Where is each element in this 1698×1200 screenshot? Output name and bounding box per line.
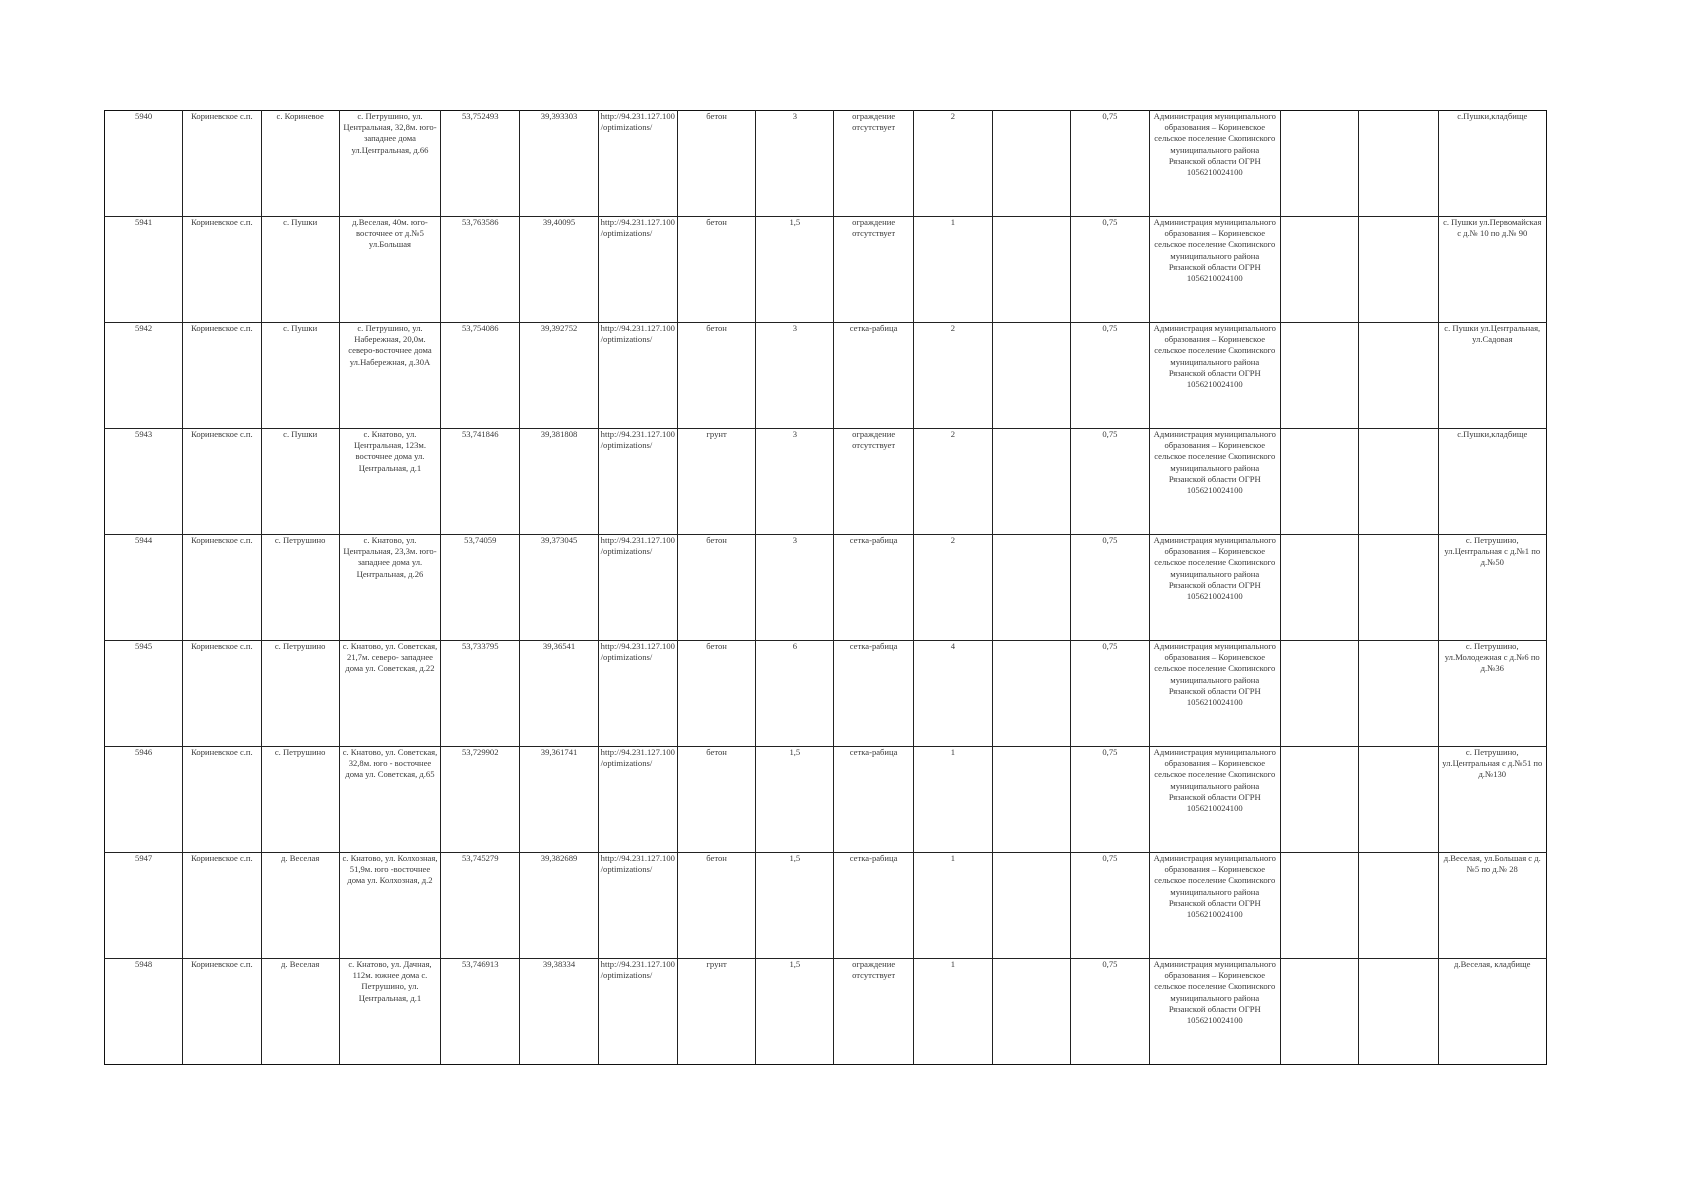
site-owner: Администрация муниципального образования – Кориневское сельское поселение Скопинского муниципального района Рязанской области ОГРН 1056210024100 bbox=[1149, 111, 1280, 217]
latitude: 53,733795 bbox=[441, 641, 520, 747]
longitude: 39,392752 bbox=[520, 323, 598, 429]
served-addresses: с. Пушки ул.Первомайская с д.№ 10 по д.№ 90 bbox=[1438, 217, 1546, 323]
scheme-link[interactable]: http://94.231.127.100/optimizations/ bbox=[598, 959, 677, 1065]
locality-name: д. Веселая bbox=[261, 853, 339, 959]
surface-type: грунт bbox=[677, 429, 755, 535]
site-owner: Администрация муниципального образования – Кориневское сельское поселение Скопинского муниципального района Рязанской области ОГРН 1056210024100 bbox=[1149, 853, 1280, 959]
scheme-link[interactable]: http://94.231.127.100/optimizations/ bbox=[598, 111, 677, 217]
site-number: 5942 bbox=[105, 323, 183, 429]
site-number: 5944 bbox=[105, 535, 183, 641]
site-area: 3 bbox=[756, 323, 834, 429]
scheme-link[interactable]: http://94.231.127.100/optimizations/ bbox=[598, 429, 677, 535]
site-address: с. Кнатово, ул. Колхозная, 51,9м. юго -восточнее дома ул. Колхозная, д.2 bbox=[339, 853, 440, 959]
surface-type: бетон bbox=[677, 853, 755, 959]
settlement-name: Кориневское с.п. bbox=[183, 323, 261, 429]
empty-cell bbox=[1280, 959, 1358, 1065]
surface-type: бетон bbox=[677, 217, 755, 323]
site-owner: Администрация муниципального образования – Кориневское сельское поселение Скопинского муниципального района Рязанской области ОГРН 1056210024100 bbox=[1149, 959, 1280, 1065]
longitude: 39,382689 bbox=[520, 853, 598, 959]
locality-name: д. Веселая bbox=[261, 959, 339, 1065]
empty-cell bbox=[993, 323, 1071, 429]
surface-type: бетон bbox=[677, 323, 755, 429]
served-addresses: д.Веселая, ул.Большая с д.№5 по д.№ 28 bbox=[1438, 853, 1546, 959]
served-addresses: с.Пушки,кладбище bbox=[1438, 111, 1546, 217]
fence-type: сетка-рабица bbox=[834, 535, 913, 641]
surface-type: бетон bbox=[677, 641, 755, 747]
site-number: 5945 bbox=[105, 641, 183, 747]
fence-type: сетка-рабица bbox=[834, 323, 913, 429]
empty-cell bbox=[1359, 959, 1438, 1065]
site-area: 1,5 bbox=[756, 853, 834, 959]
site-number: 5946 bbox=[105, 747, 183, 853]
scheme-link[interactable]: http://94.231.127.100/optimizations/ bbox=[598, 217, 677, 323]
site-address: с. Кнатово, ул. Центральная, 23,3м. юго- западнее дома ул. Центральная, д.26 bbox=[339, 535, 440, 641]
fence-type: ограждение отсутствует bbox=[834, 959, 913, 1065]
site-address: с. Петрушино, ул. Набережная, 20,0м. северо-восточнее дома ул.Набережная, д.30А bbox=[339, 323, 440, 429]
longitude: 39,381808 bbox=[520, 429, 598, 535]
site-owner: Администрация муниципального образования – Кориневское сельское поселение Скопинского муниципального района Рязанской области ОГРН 1056210024100 bbox=[1149, 217, 1280, 323]
longitude: 39,361741 bbox=[520, 747, 598, 853]
latitude: 53,74059 bbox=[441, 535, 520, 641]
container-volume: 0,75 bbox=[1071, 747, 1149, 853]
empty-cell bbox=[1280, 429, 1358, 535]
empty-cell bbox=[1359, 111, 1438, 217]
settlement-name: Кориневское с.п. bbox=[183, 853, 261, 959]
empty-cell bbox=[1359, 217, 1438, 323]
table-row bbox=[105, 429, 1547, 535]
container-volume: 0,75 bbox=[1071, 111, 1149, 217]
empty-cell bbox=[993, 853, 1071, 959]
fence-type: сетка-рабица bbox=[834, 641, 913, 747]
container-volume: 0,75 bbox=[1071, 323, 1149, 429]
empty-cell bbox=[993, 535, 1071, 641]
latitude: 53,754086 bbox=[441, 323, 520, 429]
container-count: 2 bbox=[913, 429, 992, 535]
site-address: д.Веселая, 40м. юго-восточнее от д.№5 ул.Большая bbox=[339, 217, 440, 323]
scheme-link[interactable]: http://94.231.127.100/optimizations/ bbox=[598, 535, 677, 641]
fence-type: ограждение отсутствует bbox=[834, 429, 913, 535]
site-number: 5948 bbox=[105, 959, 183, 1065]
empty-cell bbox=[1359, 429, 1438, 535]
empty-cell bbox=[1359, 853, 1438, 959]
latitude: 53,741846 bbox=[441, 429, 520, 535]
longitude: 39,393303 bbox=[520, 111, 598, 217]
container-volume: 0,75 bbox=[1071, 217, 1149, 323]
scheme-link[interactable]: http://94.231.127.100/optimizations/ bbox=[598, 641, 677, 747]
site-area: 6 bbox=[756, 641, 834, 747]
site-number: 5941 bbox=[105, 217, 183, 323]
locality-name: с. Петрушино bbox=[261, 641, 339, 747]
site-area: 3 bbox=[756, 429, 834, 535]
longitude: 39,373045 bbox=[520, 535, 598, 641]
fence-type: ограждение отсутствует bbox=[834, 111, 913, 217]
container-count: 1 bbox=[913, 853, 992, 959]
container-count: 1 bbox=[913, 747, 992, 853]
table-row bbox=[105, 323, 1547, 429]
site-owner: Администрация муниципального образования – Кориневское сельское поселение Скопинского муниципального района Рязанской области ОГРН 1056210024100 bbox=[1149, 747, 1280, 853]
site-number: 5943 bbox=[105, 429, 183, 535]
site-area: 1,5 bbox=[756, 747, 834, 853]
longitude: 39,36541 bbox=[520, 641, 598, 747]
empty-cell bbox=[993, 747, 1071, 853]
longitude: 39,38334 bbox=[520, 959, 598, 1065]
table-row bbox=[105, 641, 1547, 747]
empty-cell bbox=[1359, 323, 1438, 429]
locality-name: с. Петрушино bbox=[261, 747, 339, 853]
container-count: 2 bbox=[913, 323, 992, 429]
container-count: 1 bbox=[913, 959, 992, 1065]
site-address: с. Кнатово, ул. Дачная, 112м. южнее дома с. Петрушино, ул. Центральная, д.1 bbox=[339, 959, 440, 1065]
empty-cell bbox=[993, 959, 1071, 1065]
site-area: 3 bbox=[756, 535, 834, 641]
settlement-name: Кориневское с.п. bbox=[183, 217, 261, 323]
fence-type: сетка-рабица bbox=[834, 747, 913, 853]
container-count: 4 bbox=[913, 641, 992, 747]
served-addresses: с.Пушки,кладбище bbox=[1438, 429, 1546, 535]
empty-cell bbox=[1280, 853, 1358, 959]
locality-name: с. Петрушино bbox=[261, 535, 339, 641]
longitude: 39,40095 bbox=[520, 217, 598, 323]
site-address: с. Кнатово, ул. Центральная, 123м. восточнее дома ул. Центральная, д.1 bbox=[339, 429, 440, 535]
table-row bbox=[105, 959, 1547, 1065]
container-volume: 0,75 bbox=[1071, 641, 1149, 747]
served-addresses: с. Петрушино, ул.Молодежная с д.№6 по д.№36 bbox=[1438, 641, 1546, 747]
site-address: с. Петрушино, ул. Центральная, 32,8м. юго- западнее дома ул.Центральная, д.66 bbox=[339, 111, 440, 217]
surface-type: бетон bbox=[677, 535, 755, 641]
settlement-name: Кориневское с.п. bbox=[183, 747, 261, 853]
empty-cell bbox=[993, 111, 1071, 217]
site-owner: Администрация муниципального образования – Кориневское сельское поселение Скопинского муниципального района Рязанской области ОГРН 1056210024100 bbox=[1149, 429, 1280, 535]
locality-name: с. Пушки bbox=[261, 323, 339, 429]
served-addresses: д.Веселая, кладбище bbox=[1438, 959, 1546, 1065]
empty-cell bbox=[1280, 535, 1358, 641]
locality-name: с. Пушки bbox=[261, 429, 339, 535]
container-volume: 0,75 bbox=[1071, 535, 1149, 641]
empty-cell bbox=[993, 217, 1071, 323]
table-row bbox=[105, 535, 1547, 641]
waste-sites-registry-table bbox=[104, 110, 1547, 1065]
table-row bbox=[105, 217, 1547, 323]
site-area: 3 bbox=[756, 111, 834, 217]
container-volume: 0,75 bbox=[1071, 429, 1149, 535]
empty-cell bbox=[1359, 641, 1438, 747]
settlement-name: Кориневское с.п. bbox=[183, 641, 261, 747]
locality-name: с. Пушки bbox=[261, 217, 339, 323]
latitude: 53,763586 bbox=[441, 217, 520, 323]
site-owner: Администрация муниципального образования – Кориневское сельское поселение Скопинского муниципального района Рязанской области ОГРН 1056210024100 bbox=[1149, 323, 1280, 429]
empty-cell bbox=[1280, 747, 1358, 853]
settlement-name: Кориневское с.п. bbox=[183, 111, 261, 217]
empty-cell bbox=[1359, 747, 1438, 853]
latitude: 53,746913 bbox=[441, 959, 520, 1065]
served-addresses: с. Пушки ул.Центральная, ул.Садовая bbox=[1438, 323, 1546, 429]
container-volume: 0,75 bbox=[1071, 959, 1149, 1065]
container-count: 2 bbox=[913, 111, 992, 217]
site-address: с. Кнатово, ул. Советская, 21,7м. северо- западнее дома ул. Советская, д.22 bbox=[339, 641, 440, 747]
locality-name: с. Кориневое bbox=[261, 111, 339, 217]
empty-cell bbox=[1359, 535, 1438, 641]
surface-type: бетон bbox=[677, 111, 755, 217]
scheme-link[interactable]: http://94.231.127.100/optimizations/ bbox=[598, 853, 677, 959]
site-number: 5947 bbox=[105, 853, 183, 959]
settlement-name: Кориневское с.п. bbox=[183, 535, 261, 641]
container-count: 2 bbox=[913, 535, 992, 641]
site-number: 5940 bbox=[105, 111, 183, 217]
container-count: 1 bbox=[913, 217, 992, 323]
surface-type: бетон bbox=[677, 747, 755, 853]
site-owner: Администрация муниципального образования – Кориневское сельское поселение Скопинского муниципального района Рязанской области ОГРН 1056210024100 bbox=[1149, 535, 1280, 641]
table-row bbox=[105, 111, 1547, 217]
site-address: с. Кнатово, ул. Советская, 32,8м. юго - восточнее дома ул. Советская, д.65 bbox=[339, 747, 440, 853]
empty-cell bbox=[1280, 323, 1358, 429]
served-addresses: с. Петрушино, ул.Центральная с д.№1 по д.№50 bbox=[1438, 535, 1546, 641]
fence-type: ограждение отсутствует bbox=[834, 217, 913, 323]
fence-type: сетка-рабица bbox=[834, 853, 913, 959]
site-area: 1,5 bbox=[756, 959, 834, 1065]
settlement-name: Кориневское с.п. bbox=[183, 959, 261, 1065]
latitude: 53,745279 bbox=[441, 853, 520, 959]
settlement-name: Кориневское с.п. bbox=[183, 429, 261, 535]
surface-type: грунт bbox=[677, 959, 755, 1065]
empty-cell bbox=[993, 429, 1071, 535]
scheme-link[interactable]: http://94.231.127.100/optimizations/ bbox=[598, 747, 677, 853]
table-row bbox=[105, 747, 1547, 853]
empty-cell bbox=[1280, 641, 1358, 747]
latitude: 53,752493 bbox=[441, 111, 520, 217]
empty-cell bbox=[1280, 111, 1358, 217]
site-area: 1,5 bbox=[756, 217, 834, 323]
container-volume: 0,75 bbox=[1071, 853, 1149, 959]
latitude: 53,729902 bbox=[441, 747, 520, 853]
empty-cell bbox=[1280, 217, 1358, 323]
served-addresses: с. Петрушино, ул.Центральная с д.№51 по д.№130 bbox=[1438, 747, 1546, 853]
table-row bbox=[105, 853, 1547, 959]
empty-cell bbox=[993, 641, 1071, 747]
site-owner: Администрация муниципального образования – Кориневское сельское поселение Скопинского муниципального района Рязанской области ОГРН 1056210024100 bbox=[1149, 641, 1280, 747]
scheme-link[interactable]: http://94.231.127.100/optimizations/ bbox=[598, 323, 677, 429]
